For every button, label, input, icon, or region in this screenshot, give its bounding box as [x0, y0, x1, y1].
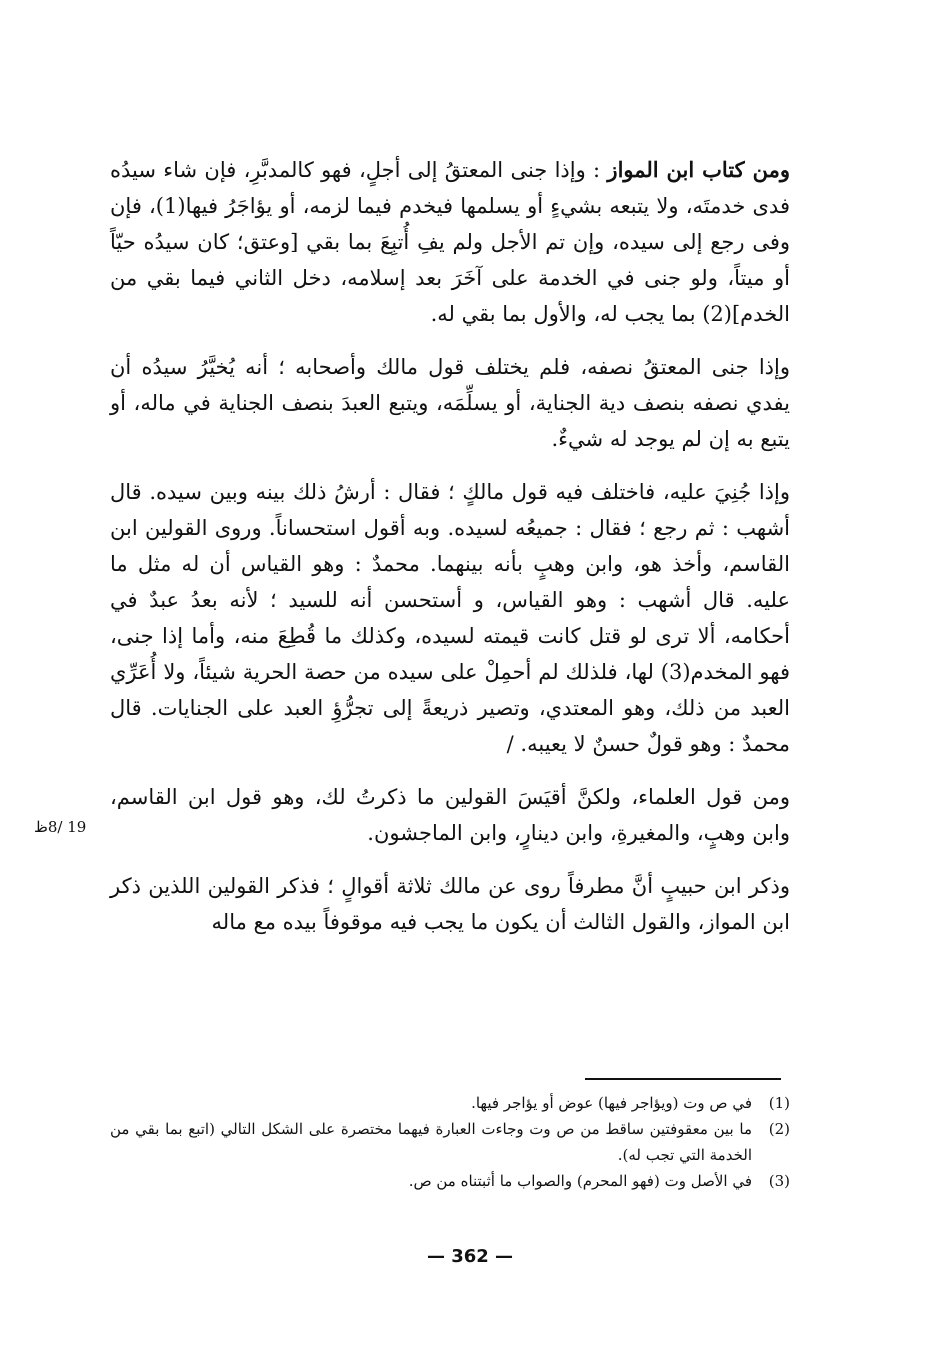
paragraph-1	[110, 152, 790, 332]
paragraph-2: وإذا جنى المعتقُ نصفه، فلم يختلف قول مالك وأصحابه ؛ أنه يُخيَّرُ سيدُه أن يفدي نصفه بنصف دية الجناية، أو يسلِّمَه، ويتبع العبدَ بنصف الجناية في ماله، أو يتبع به إن لم يوجد له شيءٌ.	[110, 355, 790, 451]
margin-manuscript-ref: 19 /8ظ	[34, 818, 87, 836]
footnote-2	[110, 1116, 790, 1168]
book-title: ومن كتاب ابن المواز	[607, 157, 790, 182]
footnote-text: في ص وت (ويؤاجر فيها) عوض أو يؤاجر فيها.	[471, 1094, 752, 1112]
footnote-text: ما بين معقوفتين ساقط من ص وت وجاءت العبارة فيهما مختصرة على الشكل التالي (اتبع بما بقي من الخدمة التي تجب له).	[110, 1120, 752, 1164]
footnote-text: في الأصل وت (فهو المحرم) والصواب ما أثبتناه من ص.	[408, 1172, 752, 1190]
main-text	[110, 152, 790, 957]
footnote-number: (2)	[768, 1120, 790, 1138]
paragraph-5: وذكر ابن حبيبٍ أنَّ مطرفاً روى عن مالك ثلاثة أقوالٍ ؛ فذكر القولين اللذين ذكر ابن المواز، والقول الثالث أن يكون ما يجب فيه موقوفاً بيده مع ماله	[110, 874, 790, 934]
paragraph-1-text: : وإذا جنى المعتقُ إلى أجلٍ، فهو كالمدبَّرِ، فإن شاء سيدُه فدى خدمتَه، ولا يتبعه بشيءٍ أو يسلمها فيخدم فيما لزمه، أو يؤاجَرُ فيها(1)، فإن وفى رجع إلى سيده، وإن تم الأجل ولم يفِ أُتبِعَ بما بقي [وعتق؛ كان سيدُه حيّاً أو ميتاً، ولو جنى في الخدمة على آخَرَ بعد إسلامه، دخل الثاني فيما بقي من الخدم](2) بما يجب له، والأول بما بقي له.	[110, 158, 790, 326]
page-number: — 362 —	[426, 1246, 514, 1267]
footnote-number: (1)	[768, 1094, 790, 1112]
paragraph-3: وإذا جُنِيَ عليه، فاختلف فيه قول مالكٍ ؛ فقال : أرشُ ذلك بينه وبين سيده. قال أشهب : ثم رجع ؛ فقال : جميعُه لسيده. وبه أقول استحساناً. وروى القولين ابن القاسم، وأخذ هو، وابن وهبٍ بأنه بينهما. محمدٌ : وهو القياس أن له مثل ما عليه. قال أشهب : وهو القياس، و أستحسن أنه للسيد ؛ لأنه بعدُ عبدٌ في أحكامه، ألا ترى لو قتل كانت قيمته لسيده، وكذلك ما قُطِعَ منه، وأما إذا جنى، فهو المخدم(3) لها، فلذلك لم أحمِلْ على سيده من حصة الحرية شيئاً، ولا أُعَرِّي العبد من ذلك، وهو المعتدي، وتصير ذريعةً إلى تجرُّؤِ العبد على الجنايات. قال محمدٌ : وهو قولٌ حسنٌ لا يعيبه. /	[110, 480, 790, 756]
paragraph-4: ومن قول العلماء، ولكنَّ أقيَسَ القولين ما ذكرتُ لك، وهو قول ابن القاسم، وابن وهبٍ، والمغيرةِ، وابن دينارٍ، وابن الماجشون.	[110, 785, 790, 845]
footnote-3	[110, 1168, 790, 1194]
footnotes	[110, 1090, 790, 1194]
footnote-number: (3)	[768, 1172, 790, 1190]
footnote-1	[110, 1090, 790, 1116]
footnote-divider	[585, 1078, 781, 1080]
